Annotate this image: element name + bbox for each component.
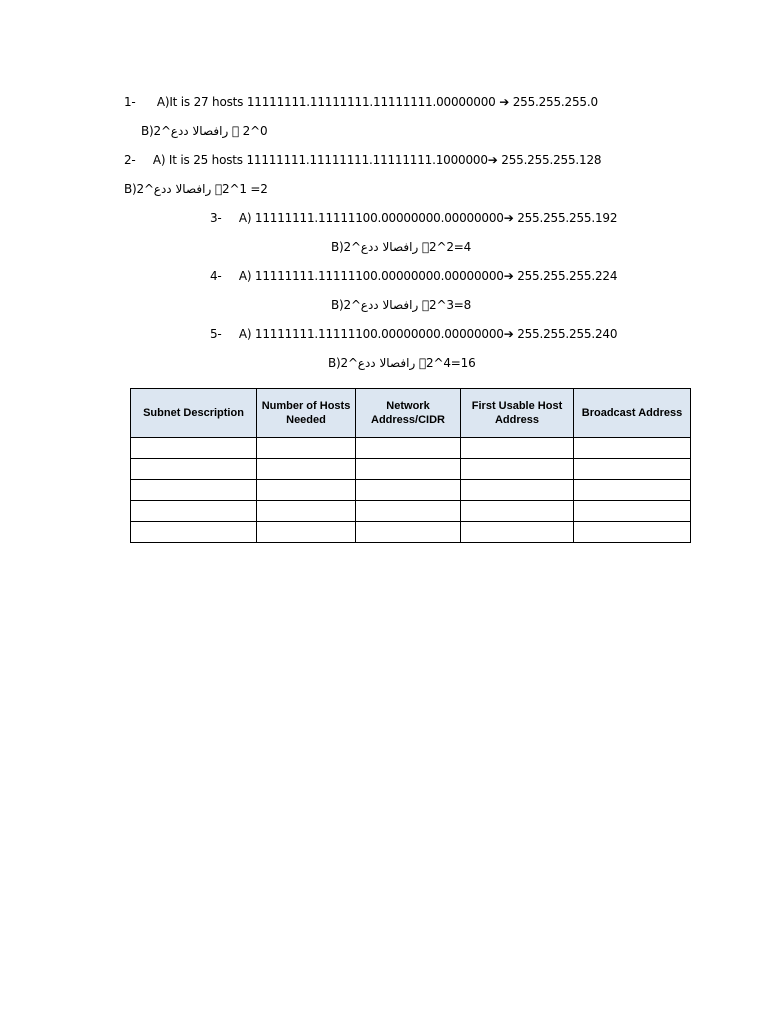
item-number: 2- <box>124 153 136 167</box>
item-number: 5- <box>210 327 222 341</box>
header-broadcast-address: Broadcast Address <box>574 389 691 438</box>
right-arrow-icon: ➔ <box>503 269 514 283</box>
right-arrow-icon: ➔ <box>487 153 498 167</box>
mask-result: 255.255.255.0 <box>512 95 598 109</box>
table-cell[interactable] <box>131 501 257 522</box>
right-arrow-icon: ➔ <box>499 95 510 109</box>
table-cell[interactable] <box>356 459 461 480</box>
table-cell[interactable] <box>461 501 574 522</box>
item-number: 4- <box>210 269 222 283</box>
table-cell[interactable] <box>356 480 461 501</box>
line-text: A) 11111111.11111100.00000000.00000000 <box>238 269 504 283</box>
right-arrow-icon: ➔ <box>503 211 514 225</box>
line-text: A) It is 25 hosts 11111111.11111111.11111111.1000000 <box>152 153 488 167</box>
item-number: 3- <box>210 211 222 225</box>
answer-2-part-a <box>124 152 601 168</box>
answer-3-part-b <box>331 239 471 255</box>
line-text: B)2^عدد الاصفار 2^3=8 <box>331 298 466 312</box>
table-cell[interactable] <box>131 480 257 501</box>
table-cell[interactable] <box>574 522 691 543</box>
answer-4-part-b <box>331 297 471 313</box>
answer-1-part-a <box>124 94 598 110</box>
table-cell[interactable] <box>461 522 574 543</box>
table-cell[interactable] <box>131 438 257 459</box>
table-cell[interactable] <box>461 438 574 459</box>
table-row <box>131 522 691 543</box>
table-cell[interactable] <box>131 459 257 480</box>
table-row <box>131 438 691 459</box>
table-cell[interactable] <box>574 438 691 459</box>
line-text: A) 11111111.11111100.00000000.00000000 <box>238 211 504 225</box>
table-cell[interactable] <box>574 459 691 480</box>
header-first-usable-host: First Usable Host Address <box>461 389 574 438</box>
table-cell[interactable] <box>257 438 356 459</box>
answer-2-part-b <box>124 181 268 197</box>
line-text: A) 11111111.11111100.00000000.00000000 <box>238 327 504 341</box>
line-text: B)2^عدد الاصفار 2^1 =2 <box>124 182 262 196</box>
header-hosts-needed: Number of Hosts Needed <box>257 389 356 438</box>
table-cell[interactable] <box>356 438 461 459</box>
subnet-table <box>130 388 691 543</box>
table-cell[interactable] <box>574 480 691 501</box>
table-cell[interactable] <box>257 480 356 501</box>
table-cell[interactable] <box>257 501 356 522</box>
table-cell[interactable] <box>574 501 691 522</box>
table-row <box>131 480 691 501</box>
table-header-row <box>131 389 691 438</box>
mask-result: 255.255.255.224 <box>517 269 618 283</box>
answer-5-part-a <box>210 326 617 342</box>
mask-result: 255.255.255.192 <box>517 211 618 225</box>
right-arrow-icon: ➔ <box>503 327 514 341</box>
table-cell[interactable] <box>356 501 461 522</box>
table-cell[interactable] <box>356 522 461 543</box>
answer-1-part-b <box>141 123 267 139</box>
table-cell[interactable] <box>257 459 356 480</box>
mask-result: 255.255.255.240 <box>517 327 618 341</box>
answer-4-part-a <box>210 268 617 284</box>
line-text: B)2^عدد الاصفار 2^2=4 <box>331 240 466 254</box>
item-number: 1- <box>124 95 136 109</box>
answer-5-part-b <box>328 355 476 371</box>
table-row <box>131 501 691 522</box>
table-cell[interactable] <box>461 480 574 501</box>
table-cell[interactable] <box>131 522 257 543</box>
table-cell[interactable] <box>257 522 356 543</box>
table-row <box>131 459 691 480</box>
table-cell[interactable] <box>461 459 574 480</box>
line-text: B)2^عدد الاصفار 2^4=16 <box>328 356 470 370</box>
header-network-address: Network Address/CIDR <box>356 389 461 438</box>
line-text: B)2^عدد الاصفار 2^0 <box>141 124 258 138</box>
header-subnet-description: Subnet Description <box>131 389 257 438</box>
line-text: A)It is 27 hosts 11111111.11111111.11111111.00000000 <box>156 95 496 109</box>
answer-3-part-a <box>210 210 617 226</box>
mask-result: 255.255.255.128 <box>501 153 602 167</box>
